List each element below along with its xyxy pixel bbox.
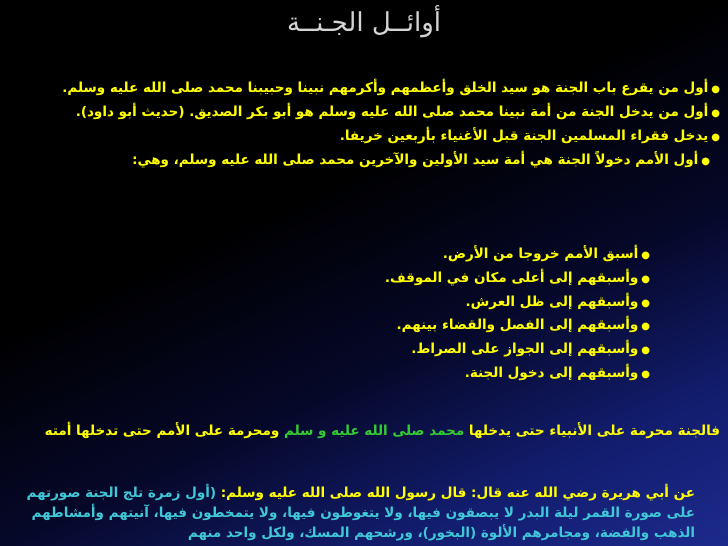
bullet-item: ● أول الأمم دخولاً الجنة هي أمة سيد الأولين والآخرين محمد صلى الله عليه وسلم، وهي: bbox=[20, 149, 720, 173]
sub-bullet-item: ● أسبق الأمم خروجا من الأرض. bbox=[300, 243, 650, 267]
bullet-item: ● أول من يقرع باب الجنة هو سيد الخلق وأعظمهم وأكرمهم نبينا وحبيبنا محمد صلى الله عليه وسلم. bbox=[20, 77, 720, 101]
hadith-intro: عن أبي هريرة رضي الله عنه قال: قال رسول الله صلى الله عليه وسلم: bbox=[220, 485, 695, 501]
restriction-text-1: فالجنة محرمة على الأنبياء حتى يدخلها bbox=[464, 423, 720, 439]
sub-bullets bbox=[300, 243, 650, 386]
sub-bullet-item: ● وأسبقهم إلى دخول الجنة. bbox=[300, 362, 650, 386]
restriction-paragraph bbox=[20, 420, 720, 443]
sub-bullet-item: ● وأسبقهم إلى الفصل والقضاء بينهم. bbox=[300, 314, 650, 338]
sub-bullet-item: ● وأسبقهم إلى أعلى مكان في الموقف. bbox=[300, 267, 650, 291]
sub-bullet-item: ● وأسبقهم إلى ظل العرش. bbox=[300, 291, 650, 315]
restriction-text-2: ومحرمة على الأمم حتى تدخلها أمته bbox=[44, 423, 284, 439]
slide-title: أوائــل الجـنــة bbox=[287, 8, 441, 38]
sub-bullet-item: ● وأسبقهم إلى الجواز على الصراط. bbox=[300, 338, 650, 362]
restriction-text-highlight: محمد صلى الله عليه و سلم bbox=[283, 423, 465, 439]
bullet-item: ● أول من يدخل الجنة من أمة نبينا محمد صلى الله عليه وسلم هو أبو بكر الصديق. (حديث أبو داود). bbox=[20, 101, 720, 125]
main-bullets bbox=[20, 77, 720, 173]
hadith-paragraph bbox=[20, 483, 695, 543]
bullet-item: ● يدخل فقراء المسلمين الجنة قبل الأغنياء بأربعين خريفا. bbox=[20, 125, 720, 149]
hadith-quote: (أول زمرة تلج الجنة صورتهم على صورة القمر ليلة البدر لا يبصقون فيها، ولا يتغوطون فيها، ولا يتمخطون فيها، آنيتهم وأمشاطهم الذهب والفضة، ومجامرهم الألوة (البخور)، ورشحهم المسك، ولكل واحد منهم bbox=[26, 485, 695, 541]
